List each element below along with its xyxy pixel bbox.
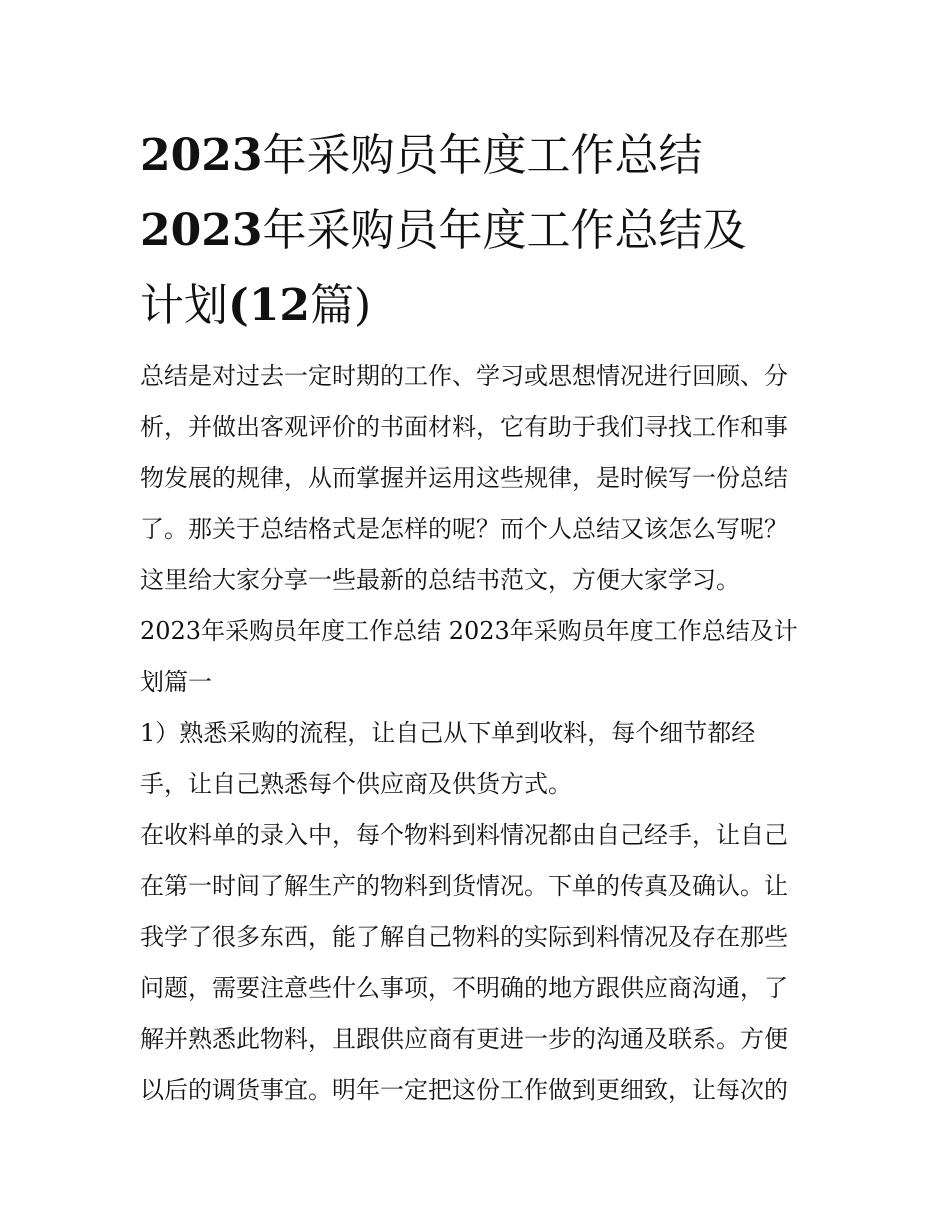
title-text: 年采购员年度工作总结 <box>262 130 703 181</box>
title-text: 篇) <box>310 280 372 331</box>
text-line: 在收料单的录入中，每个物料到料情况都由自己经手，让自己 <box>140 821 788 849</box>
list-item-1 <box>140 708 812 810</box>
intro-paragraph <box>140 351 812 606</box>
section-heading <box>140 606 812 708</box>
text-line: 这里给大家分享一些最新的总结书范文，方便大家学习。 <box>140 566 740 594</box>
text-line: 问题，需要注意些什么事项，不明确的地方跟供应商沟通，了 <box>140 974 788 1002</box>
text-line: 在第一时间了解生产的物料到货情况。下单的传真及确认。让 <box>140 872 788 900</box>
text-line: 我学了很多东西，能了解自己物料的实际到料情况及存在那些 <box>140 923 788 951</box>
title-line-3 <box>140 268 812 343</box>
text-line: 以后的调货事宜。明年一定把这份工作做到更细致，让每次的 <box>140 1076 788 1104</box>
text-line: 划篇一 <box>140 668 212 696</box>
title-year: 2023 <box>140 205 263 256</box>
text-line: 2023年采购员年度工作总结 2023年采购员年度工作总结及计 <box>140 617 798 645</box>
text-line: 总结是对过去一定时期的工作、学习或思想情况进行回顾、分 <box>140 362 788 390</box>
title-text: 年采购员年度工作总结及 <box>262 205 747 256</box>
text-line: 1）熟悉采购的流程，让自己从下单到收料，每个细节都经 <box>140 719 756 747</box>
title-count: (12 <box>228 280 311 331</box>
text-line: 手，让自己熟悉每个供应商及供货方式。 <box>140 770 572 798</box>
body-paragraph <box>140 810 812 1116</box>
title-text: 计划 <box>140 280 228 331</box>
text-line: 物发展的规律，从而掌握并运用这些规律，是时候写一份总结 <box>140 464 788 492</box>
title-line-2 <box>140 193 812 268</box>
title-line-1 <box>140 118 812 193</box>
text-line: 解并熟悉此物料，且跟供应商有更进一步的沟通及联系。方便 <box>140 1025 788 1053</box>
title-year: 2023 <box>140 130 263 181</box>
document-body <box>140 351 812 1116</box>
document-title <box>140 118 812 343</box>
text-line: 了。那关于总结格式是怎样的呢？而个人总结又该怎么写呢？ <box>140 515 788 543</box>
text-line: 析，并做出客观评价的书面材料，它有助于我们寻找工作和事 <box>140 413 788 441</box>
document-page <box>140 118 812 1116</box>
